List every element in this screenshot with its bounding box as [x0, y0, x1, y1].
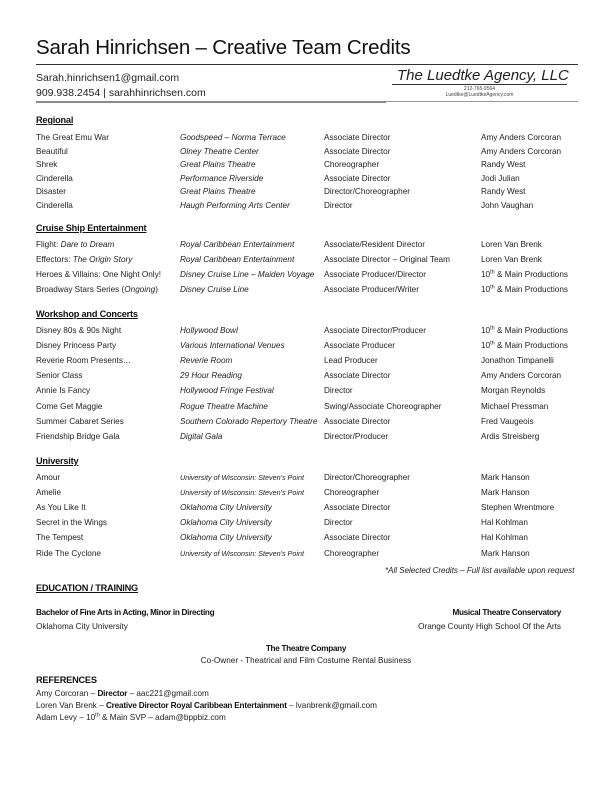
credit-show: Ride The Cyclone	[36, 548, 101, 558]
credit-show-italic: Dare to Dream	[60, 240, 115, 249]
reference-name: Adam Levy –	[36, 713, 87, 722]
credit-show-text: Heroes & Villains: One Night Only!	[36, 270, 161, 280]
credit-venue: Disney Cruise Line	[180, 285, 249, 295]
credit-row	[0, 201, 612, 216]
credit-show: Disney Princess Party	[36, 341, 117, 351]
credit-contact: Mark Hanson	[481, 548, 530, 558]
agency-logo-name: The Luedtke Agency, LLC	[397, 67, 569, 84]
credit-contact-num: 10	[481, 270, 491, 280]
credit-row	[0, 371, 612, 386]
credit-row	[0, 402, 612, 417]
credit-role: Associate Director – Original Team	[324, 255, 450, 265]
credit-contact: Jodi Julian	[481, 173, 520, 183]
credit-role: Associate Producer	[324, 341, 395, 351]
credit-show: Cinderella	[36, 173, 73, 183]
credit-row	[0, 417, 612, 432]
credit-role: Director/Choreographer	[324, 473, 411, 482]
credit-venue: Disney Cruise Line – Maiden Voyage	[180, 270, 315, 280]
education-heading: EDUCATION / TRAINING	[36, 583, 138, 593]
credit-show: Shrek	[36, 160, 58, 170]
credit-contact: Mark Hanson	[481, 473, 530, 482]
credit-contact: Michael Pressman	[481, 401, 549, 411]
credit-show: Come Get Maggie	[36, 401, 103, 411]
credit-show	[36, 255, 132, 264]
credit-show-text: Effectors:	[36, 255, 73, 265]
credit-show: The Great Emu War	[36, 133, 109, 142]
credit-role: Associate/Resident Director	[324, 240, 426, 249]
credit-role: Associate Producer/Writer	[324, 285, 419, 295]
credit-contact: Mark Hanson	[481, 488, 530, 498]
reference-email[interactable]: aac221@gmail.com	[136, 689, 209, 698]
credit-row	[0, 518, 612, 533]
credit-venue: Performance Riverside	[180, 173, 264, 183]
credit-show: Secret in the Wings	[36, 518, 107, 528]
credit-role: Lead Producer	[324, 356, 378, 366]
credit-role: Choreographer	[324, 488, 380, 498]
credit-show-suffix: )	[155, 285, 158, 295]
credit-show: Disney 80s & 90s Night	[36, 326, 122, 335]
credit-contact: Amy Anders Corcoran	[481, 146, 562, 156]
credit-show-text: Broadway Stars Series (	[36, 285, 125, 295]
credit-venue: Great Plains Theatre	[180, 187, 256, 197]
reference-dash: –	[88, 689, 98, 698]
credit-venue: Reverie Room	[180, 356, 233, 366]
credit-role: Associate Director	[324, 371, 391, 381]
credit-role: Associate Producer/Director	[324, 270, 426, 280]
credit-contact-rest: & Main Productions	[494, 270, 568, 280]
reference-item	[36, 701, 377, 710]
credit-row	[0, 488, 612, 503]
reference-title: & Main SVP –	[99, 713, 156, 722]
credit-row	[0, 432, 612, 447]
credit-contact-num: 10	[481, 285, 491, 295]
credit-show: Summer Cabaret Series	[36, 416, 124, 426]
credit-contact-rest: & Main Productions	[494, 285, 568, 295]
reference-title: Director	[97, 689, 128, 698]
contact-website[interactable]: sarahhinrichsen.com	[108, 87, 206, 99]
contact-phone[interactable]: 909.938.2454	[36, 87, 101, 99]
credit-row	[0, 503, 612, 518]
credit-contact-num: 10	[481, 341, 491, 351]
contact-separator: |	[103, 87, 106, 99]
reference-title-sup: th	[95, 712, 100, 719]
credit-role: Director/Producer	[324, 431, 389, 441]
credit-venue: Oklahoma City University	[180, 533, 272, 543]
credit-show: Amelie	[36, 488, 62, 498]
credit-contact: Amy Anders Corcoran	[481, 371, 562, 381]
credit-venue: Oklahoma City University	[180, 503, 272, 513]
credit-venue: Various International Venues	[180, 341, 285, 351]
reference-title: Creative Director Royal Caribbean Entertainment	[105, 701, 287, 710]
credit-row	[0, 356, 612, 371]
credit-role: Choreographer	[324, 160, 380, 170]
credit-venue: Goodspeed – Norma Terrace	[180, 133, 286, 142]
credit-venue: Royal Caribbean Entertainment	[180, 240, 295, 249]
credit-contact-num: 10	[481, 326, 491, 335]
credit-contact: Fred Vaugeois	[481, 416, 534, 426]
credit-row	[0, 326, 612, 341]
credit-show: Annie Is Fancy	[36, 386, 91, 396]
section-heading-regional: Regional	[36, 115, 74, 125]
credit-role: Associate Director	[324, 173, 391, 183]
reference-name: Amy Corcoran	[36, 689, 89, 698]
reference-email[interactable]: adam@bppbiz.com	[155, 713, 226, 722]
credit-contact: Loren Van Brenk	[481, 240, 542, 249]
credit-contact: John Vaughan	[481, 201, 534, 210]
credit-row	[0, 533, 612, 548]
credit-contact-sup: th	[490, 284, 495, 291]
education-degree: Bachelor of Fine Arts in Acting, Minor in Directing	[36, 608, 215, 617]
credit-role: Swing/Associate Choreographer	[324, 401, 442, 411]
credit-contact: Ardis Streisberg	[481, 431, 540, 441]
document-title: Sarah Hinrichsen – Creative Team Credits	[36, 36, 411, 59]
credit-show: Reverie Room Presents…	[36, 356, 132, 366]
reference-email[interactable]: lvanbrenk@gmail.com	[295, 701, 377, 710]
credit-role: Director/Choreographer	[324, 187, 411, 197]
contact-line	[36, 87, 206, 99]
credit-row	[0, 240, 612, 255]
credit-role: Associate Director	[324, 133, 391, 142]
training-school: Orange County High School Of the Arts	[418, 622, 561, 631]
credit-show	[36, 285, 158, 294]
credit-venue: Haugh Performing Arts Center	[180, 201, 290, 210]
credit-show: As You Like It	[36, 503, 86, 513]
credit-role: Director	[324, 386, 353, 396]
reference-item	[36, 689, 209, 698]
credit-role: Associate Director	[324, 416, 391, 426]
credit-show: Disaster	[36, 187, 67, 197]
credit-contact	[481, 326, 568, 335]
credit-row	[0, 386, 612, 401]
title-divider	[36, 64, 578, 65]
credit-show-italic: The Origin Story	[72, 255, 133, 265]
reference-title-num: 10	[86, 713, 96, 722]
credit-contact: Stephen Wrentmore	[481, 503, 555, 513]
reference-item	[36, 713, 226, 722]
reference-name: Loren Van Brenk	[36, 701, 97, 710]
credit-contact	[481, 341, 568, 350]
reference-dash: –	[96, 701, 106, 710]
credit-show: Friendship Bridge Gala	[36, 431, 120, 441]
contact-email[interactable]: Sarah.hinrichsen1@gmail.com	[36, 72, 180, 84]
credit-show: Beautiful	[36, 146, 68, 156]
credits-note: *All Selected Credits – Full list available upon request	[385, 566, 575, 575]
credit-role: Associate Director	[324, 533, 391, 543]
credit-contact: Randy West	[481, 187, 526, 197]
credit-show-text: Flight:	[36, 240, 61, 249]
credit-venue: University of Wisconsin: Steven's Point	[180, 473, 304, 482]
credit-show: The Tempest	[36, 533, 84, 543]
training-program: Musical Theatre Conservatory	[452, 608, 561, 617]
references-heading: REFERENCES	[36, 675, 97, 685]
credit-contact-sup: th	[490, 325, 495, 332]
education-school: Oklahoma City University	[36, 622, 128, 631]
credit-show	[36, 240, 114, 249]
contact-divider-thin	[386, 101, 578, 102]
credit-row	[0, 255, 612, 270]
credit-row	[0, 270, 612, 285]
section-heading-university: University	[36, 456, 79, 466]
credit-role: Director	[324, 518, 353, 528]
credit-contact: Hal Kohlman	[481, 518, 528, 528]
credit-show-italic: Ongoing	[124, 285, 156, 295]
credit-row	[0, 285, 612, 300]
credit-venue: University of Wisconsin: Steven's Point	[180, 548, 304, 558]
credit-show: Senior Class	[36, 371, 83, 381]
section-heading-cruise: Cruise Ship Entertainment	[36, 223, 147, 233]
agency-logo-underline	[392, 84, 567, 85]
credit-row	[0, 473, 612, 488]
credit-contact: Amy Anders Corcoran	[481, 133, 562, 142]
credit-venue: Great Plains Theatre	[180, 160, 256, 170]
credit-contact-rest: & Main Productions	[494, 341, 568, 351]
credit-contact: Randy West	[481, 160, 526, 170]
credit-contact	[481, 285, 568, 294]
credit-venue: Digital Gala	[180, 431, 223, 441]
theatre-company-description: Co-Owner - Theatrical and Film Costume Rental Business	[200, 656, 412, 665]
credit-contact: Jonathon Timpanelli	[481, 356, 554, 366]
credit-contact-sup: th	[490, 269, 495, 276]
credit-role: Choreographer	[324, 548, 380, 558]
credit-venue: Rogue Theatre Machine	[180, 401, 268, 411]
credit-role: Associate Director/Producer	[324, 326, 426, 335]
credit-role: Associate Director	[324, 503, 391, 513]
credit-venue: Southern Colorado Repertory Theatre	[180, 416, 318, 426]
theatre-company-title: The Theatre Company	[265, 644, 347, 653]
credit-venue: 29 Hour Reading	[180, 371, 242, 381]
reference-dash: –	[286, 701, 296, 710]
credit-contact-rest: & Main Productions	[494, 326, 568, 335]
agency-phone: 212-765-9564	[463, 86, 496, 92]
credit-venue: Hollywood Fringe Festival	[180, 386, 274, 396]
credit-venue: Royal Caribbean Entertainment	[180, 255, 295, 265]
contact-divider	[36, 101, 386, 103]
credit-venue: Hollywood Bowl	[180, 326, 238, 335]
credit-show: Cinderella	[36, 201, 73, 210]
credit-role: Director	[324, 201, 353, 210]
section-heading-workshop: Workshop and Concerts	[36, 309, 138, 319]
credit-role: Associate Director	[324, 146, 391, 156]
reference-dash: –	[127, 689, 137, 698]
credit-contact: Hal Kohlman	[481, 533, 528, 543]
credit-contact: Morgan Reynolds	[481, 386, 546, 396]
credit-venue: University of Wisconsin: Steven's Point	[180, 488, 304, 498]
credit-contact	[481, 270, 568, 279]
credit-show	[36, 270, 161, 279]
credit-row	[0, 549, 612, 564]
agency-email: Luedtke@LuedtkeAgency.com	[445, 92, 514, 98]
credit-row	[0, 341, 612, 356]
credit-contact-sup: th	[490, 340, 495, 347]
credit-show: Amour	[36, 473, 61, 482]
credit-venue: Oklahoma City University	[180, 518, 272, 528]
credit-contact: Loren Van Brenk	[481, 255, 542, 265]
credit-venue: Olney Theatre Center	[180, 146, 259, 156]
